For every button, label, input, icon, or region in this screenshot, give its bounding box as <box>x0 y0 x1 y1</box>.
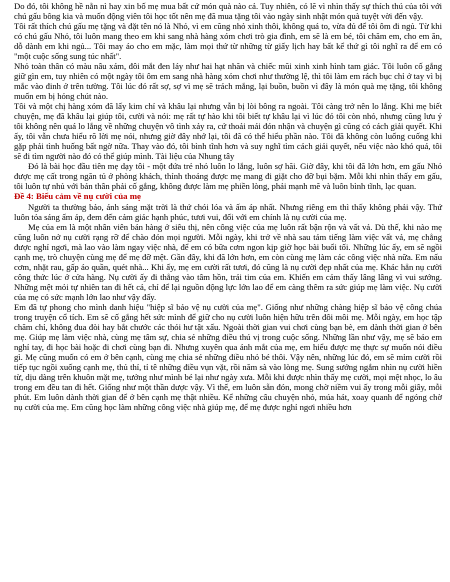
paragraph-teddy-name: Tôi rất thích chú gấu mẹ tặng và đặt tên nó là Nhỏ, vì em cũng nhỏ xinh thôi, không quá to, vừa đủ để tôi ôm đi ngủ. Từ khi có chú gấu Nhỏ, tôi luôn mang theo em khi sang nhà hàng xóm chơi trò gia đình, em sẽ là em bé, tôi chăm em, cho em ăn, dỗ dành em khi ngủ... Tôi may áo cho em mặc, làm mọi thứ từ những từ giấy lịch hay bất kể thứ gì tôi nghĩ ra để em có "một cuộc sống sung túc nhất". <box>14 21 442 62</box>
paragraph-gift-intro: Do đó, tôi không hề nằn nì hay xin bố mẹ mua bất cứ món quà nào cả. Tuy nhiên, có lẽ vì nhìn thấy sự thích thú của tôi với chú gấu bông kia và muốn động viên tôi học tốt nên mẹ đã mua tặng tôi vào ngày sinh nhật món quà tuyệt vời đến vậy. <box>14 1 442 22</box>
paragraph-first-lesson: Đó là bài học đầu tiên mẹ dạy tôi - một đứa trẻ nhỏ luôn lo lắng, luôn sợ hãi. Giờ đây, khi tôi đã lớn hơn, em gấu Nhỏ được mẹ cất trong ngăn tủ ở phòng khách, thỉnh thoảng được mẹ mang đi giặt cho đỡ bụi bặm. Mỗi khi nhìn thấy em gấu, tôi luôn tự nhủ với bản thân phải cố gắng, không được làm mẹ phiền lòng, phải mạnh mẽ và luôn bình tĩnh, lạc quan. <box>14 161 442 192</box>
paragraph-teddy-torn: Nhỏ toàn thân có màu nâu xám, đôi mắt đen láy như hai hạt nhãn và chiếc mũi xinh xinh hình tam giác. Tôi luôn cố gắng giữ gìn em, tuy nhiên có một ngày tôi ôm em sang nhà hàng xóm chơi như thường lệ, thì tôi làm em rách bục chỉ ở tay vì bị mắc vào đinh ở trên tường. Tôi lúc đó rất sợ, sợ vì mẹ sẽ trách mắng, lại buồn, buồn vì đây là món quà mẹ tặng, tôi không muốn em bị hỏng chút nào. <box>14 61 442 102</box>
section-heading: Đề 4: Biểu cảm về nụ cười của mẹ <box>14 191 141 202</box>
paragraph-mother-lesson: Tôi và một chị hàng xóm đã lấy kim chỉ và khâu lại nhưng vẫn bị lòi bông ra ngoài. Tôi càng trở nên lo lắng. Khi mẹ biết chuyện, mẹ đã khâu lại giúp tôi, cười và nói: mẹ rất tự hào khi tôi biết tự khâu lại vì lúc đó tôi còn nhỏ, nhưng cũng lưu ý tôi không nên quá lo lắng về những chuyện vô tình xảy ra, cứ thoải mái đón nhận và chuyện gì cũng có cách giải quyết. Khi ấy, tôi vẫn chưa hiểu rõ lời mẹ nói, nhưng giờ đây nhớ lại, tôi đã có thể hiểu phần nào. Tôi đã không còn luống cuống khi gặp phải tình huống bất ngờ nữa. Thay vào đó, tôi bình tĩnh hơn và suy nghĩ tìm cách giải quyết, nếu việc nào khó quá, tôi sẽ đi tìm người nào đó có thể giúp mình. Tài liệu của Nhung tây <box>14 101 442 162</box>
paragraph-mother-work: Mẹ của em là một nhân viên bán hàng ở siêu thị, nên công việc của mẹ luôn rất bận rộn và vất vả. Dù thế, khi nào mẹ cũng luôn nở nụ cười rạng rỡ để chào đón mọi người. Mỗi ngày, khi trở về nhà sau tám tiếng làm việc vất vả, mẹ chẳng được nghỉ ngơi, mà lao vào làm ngay việc nhà, để em có bữa cơm ngon kịp giờ học bài buổi tối. Những lúc ấy, em sẽ ngồi cạnh mẹ, trò chuyện cùng mẹ để mẹ đỡ mệt. Gần đây, khi đã lớn hơn, em còn cùng mẹ làm các công việc nhà nữa. Em nấu cơm, nhặt rau, gấp áo quần, quét nhà... Khi ấy, mẹ em cười rất tươi, đó cũng là nụ cười đẹp nhất của mẹ. Khác hẳn nụ cười công thức lúc ở cửa hàng. Nụ cười ấy đi thẳng vào tâm hồn, trái tim của em. Khiến em cảm thấy lâng lâng vì vui sướng. Những mệt mỏi tự nhiên tan đi hết cả, chỉ để lại nguồn động lực lớn lao để em càng thêm ra sức giúp mẹ làm việc. Nụ cười của mẹ có sức mạnh lớn lao như vậy đấy. <box>14 221 442 302</box>
paragraph-knight: Em đã tự phong cho mình danh hiệu "hiệp sĩ bảo vệ nụ cười của mẹ". Giống như những chàng hiệp sĩ bảo vệ công chúa trong truyện cổ tích. Em sẽ cố gắng hết sức mình để giữ cho nụ cười luôn hiện hữu trên đôi môi mẹ. Mỗi ngày, em học tập chăm chỉ, không đua đòi hay bắt chước các thói hư tật xấu. Ngoài thời gian vui chơi cùng bạn bè, em dành thời gian ở bên mẹ. Giúp mẹ làm việc nhà, cùng mẹ tâm sự, chia sẻ những điều thú vị trong cuộc sống. Những lần như vậy, mẹ sẽ bảo em nghỉ tay, đi học bài hoặc đi chơi cùng bạn đi. Nhưng xuyên qua ánh mắt của mẹ, em hiểu được mẹ thực sự muốn nói điều gì. Mẹ cũng muốn có em ở bên cạnh, cùng mẹ chia sẻ những điều nhỏ bé thôi. Vậy nên, những lúc đó, em sẽ mỉm cười rồi tiếp tục ngồi xuống cạnh mẹ, thủ thỉ, tỉ tê những điều vụn vặt, rồi năm sà vào lòng mẹ. Sung sướng ngắm nhìn nụ cười hiền từ, dịu dàng trên khuôn mặt mẹ, tưởng như mình bé lại như ngày xưa. Mỗi khi được nhìn thấy mẹ cười, mọi mệt nhọc, lo âu trong em đều tan đi hết. Giống như một thần dược vậy. Vì thế, em luôn sẵn đón, mong chờ niềm vui ấy trong mỗi giây, mỗi phút. Em luôn dành thời gian để ở bên cạnh mẹ thật nhiều. Kể những câu chuyện nhỏ, múa hát, xoay quanh để ngóng chờ nụ cười của mẹ. Em cũng học làm những công việc nhà giúp mẹ, để mẹ được nghỉ ngơi nhiều hơn <box>14 301 442 412</box>
paragraph-smile-intro: Người ta thường bảo, ánh sáng mặt trời là thứ chói lóa và ấm áp nhất. Nhưng riêng em thì thấy không phải vậy. Thứ luôn tỏa sáng ấm áp, đem đến cảm giác hạnh phúc, tươi vui, đối với em chính là nụ cười của mẹ. <box>14 201 442 222</box>
